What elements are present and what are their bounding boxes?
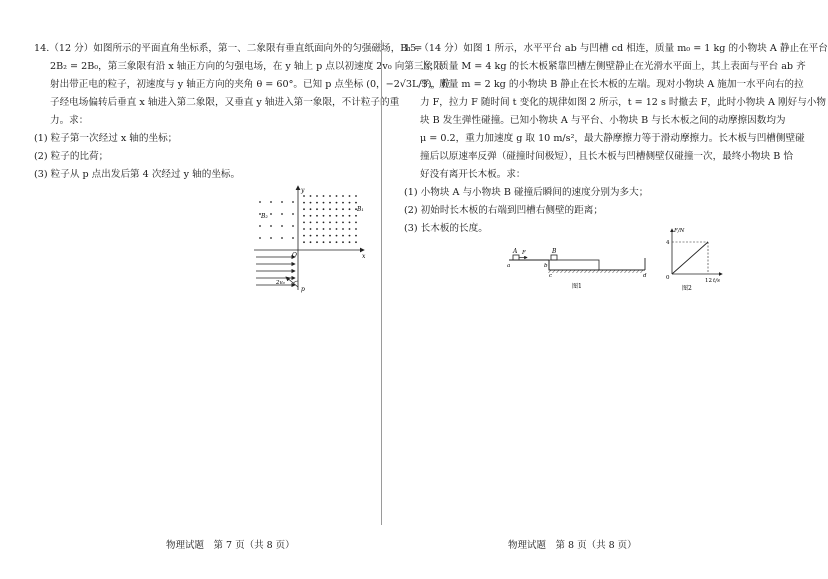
hatch-mark (553, 270, 556, 273)
b1-dot (349, 195, 351, 197)
hatch-mark (605, 270, 608, 273)
b1-dot (336, 222, 338, 224)
hatch-mark (629, 270, 632, 273)
b1-dot (336, 228, 338, 230)
q15-line-1: 15.（14 分）如图 1 所示，水平平台 ab 与凹槽 cd 相连，质量 m₀ = 1 kg 的小物块 A 静止在平台 (404, 43, 828, 54)
q15-line-3: 平，质量 m = 2 kg 的小物块 B 静止在长木板的左端。现对小物块 A 施加一水平向右的拉 (420, 79, 804, 90)
b1-dot (323, 215, 325, 217)
angle-arc (294, 281, 299, 283)
hatch-mark (637, 270, 640, 273)
label-block-b: B (552, 248, 557, 255)
b1-dot (355, 222, 357, 224)
tick-x-12: 12 (705, 278, 712, 284)
b1-dot (329, 215, 331, 217)
label-o: O (292, 252, 297, 259)
b1-dot (316, 228, 318, 230)
b2-dot (270, 225, 272, 227)
label-t-axis: t/s (713, 278, 720, 284)
b1-dot (336, 215, 338, 217)
b1-dot (349, 222, 351, 224)
b1-dot (310, 222, 312, 224)
hatch-mark (573, 270, 576, 273)
b1-dot (329, 202, 331, 204)
b2-dot (292, 237, 294, 239)
q14-sub-3: (3) 粒子从 p 点出发后第 4 次经过 y 轴的坐标。 (34, 169, 241, 180)
label-2v0: 2v₀ (276, 280, 285, 286)
b1-dot (355, 235, 357, 237)
b1-dot (316, 241, 318, 243)
b1-dot (342, 202, 344, 204)
hatch-mark (625, 270, 628, 273)
ground-hatch (549, 270, 644, 273)
hatch-mark (617, 270, 620, 273)
b1-dot (329, 241, 331, 243)
b2-dot (259, 225, 261, 227)
hatch-mark (613, 270, 616, 273)
b1-dot (323, 195, 325, 197)
b1-dot (336, 235, 338, 237)
b2-dot (270, 237, 272, 239)
b1-dot (303, 228, 305, 230)
b1-dot (349, 228, 351, 230)
b1-dot (323, 235, 325, 237)
hatch-mark (609, 270, 612, 273)
b1-dot (349, 241, 351, 243)
block-b (551, 255, 557, 260)
question-15 (404, 40, 828, 238)
b2-dot (281, 225, 283, 227)
b1-dot (355, 195, 357, 197)
b1-dot (303, 215, 305, 217)
q14-sub-2: (2) 粒子的比荷； (34, 151, 109, 162)
b1-dot (349, 202, 351, 204)
q15-line-2: 上，质量 M = 4 kg 的长木板紧靠凹槽左侧壁静止在光滑水平面上，其上表面与平台 ab 齐 (420, 61, 806, 72)
b1-dot (310, 228, 312, 230)
b1-dot (316, 215, 318, 217)
b1-dot (303, 208, 305, 210)
q15-line-6: μ = 0.2，重力加速度 g 取 10 m/s²，最大静摩擦力等于滑动摩擦力。长木板与凹槽侧壁碰 (420, 133, 805, 144)
b1-dot (342, 215, 344, 217)
label-b1: B₁ (357, 206, 364, 213)
b1-dot (342, 228, 344, 230)
fig1-caption: 图1 (572, 283, 582, 290)
label-y: y (301, 187, 305, 194)
b1-dot (310, 235, 312, 237)
hatch-mark (601, 270, 604, 273)
b1-dot (349, 215, 351, 217)
b2-dot (270, 201, 272, 203)
q14-line-4: 子经电场偏转后垂直 x 轴进入第二象限，又垂直 y 轴进入第一象限，不计粒子的重 (50, 97, 400, 108)
b1-dot (336, 241, 338, 243)
b1-dot (303, 222, 305, 224)
b1-field-dots (303, 195, 357, 243)
b2-dot (259, 201, 261, 203)
initial-velocity-arrow (286, 277, 298, 287)
b1-dot (329, 195, 331, 197)
b1-dot (303, 235, 305, 237)
label-point-d: d (643, 273, 647, 279)
label-f-axis: F/N (674, 228, 685, 234)
b2-dot (281, 201, 283, 203)
hatch-mark (557, 270, 560, 273)
b1-dot (342, 222, 344, 224)
hatch-mark (565, 270, 568, 273)
b1-dot (329, 222, 331, 224)
b2-dot (292, 225, 294, 227)
b1-dot (329, 235, 331, 237)
hatch-mark (569, 270, 572, 273)
hatch-mark (597, 270, 600, 273)
label-point-a: a (507, 263, 511, 269)
hatch-mark (589, 270, 592, 273)
b1-dot (336, 202, 338, 204)
long-board (549, 260, 599, 270)
q14-line-3: 射出带正电的粒子，初速度与 y 轴正方向的夹角 θ = 60°。已知 p 点坐标 (0，−2√3L/3)，粒 (50, 79, 451, 90)
b2-dot (281, 213, 283, 215)
footer-page-7: 物理试题 第 7 页（共 8 页） (166, 540, 295, 551)
q15-sub-1: (1) 小物块 A 与小物块 B 碰撞后瞬间的速度分别为多大； (404, 187, 649, 198)
q15-sub-3: (3) 长木板的长度。 (404, 223, 488, 234)
b1-dot (349, 235, 351, 237)
b1-dot (316, 222, 318, 224)
b1-dot (342, 241, 344, 243)
b1-dot (316, 235, 318, 237)
label-force: F (522, 250, 526, 256)
hatch-mark (621, 270, 624, 273)
q14-sub-1: (1) 粒子第一次经过 x 轴的坐标； (34, 133, 178, 144)
b1-dot (316, 195, 318, 197)
b1-dot (355, 202, 357, 204)
b2-dot (270, 213, 272, 215)
block-a (513, 255, 519, 260)
b1-dot (323, 208, 325, 210)
hatch-mark (577, 270, 580, 273)
q15-sub-2: (2) 初始时长木板的右端到凹槽右侧壁的距离； (404, 205, 603, 216)
b1-dot (329, 228, 331, 230)
b1-dot (303, 241, 305, 243)
b1-dot (342, 235, 344, 237)
page-divider (381, 40, 382, 525)
b1-dot (329, 208, 331, 210)
footer-page-8: 物理试题 第 8 页（共 8 页） (508, 540, 637, 551)
q15-line-4: 力 F，拉力 F 随时间 t 变化的规律如图 2 所示，t = 12 s 时撤去 F，此时小物块 A 刚好与小物 (420, 97, 826, 108)
question-14 (34, 40, 451, 184)
tick-y-4: 4 (666, 240, 670, 246)
q14-line-5: 力。求： (50, 115, 89, 126)
b2-dot (292, 201, 294, 203)
hatch-mark (561, 270, 564, 273)
b2-dot (281, 237, 283, 239)
b1-dot (310, 241, 312, 243)
label-p: p (301, 286, 305, 293)
q15-line-5: 块 B 发生弹性碰撞。已知小物块 A 与平台、小物块 B 与长木板之间的动摩擦因数均为 (420, 115, 786, 126)
b1-dot (316, 208, 318, 210)
b1-dot (310, 215, 312, 217)
label-block-a: A (513, 248, 518, 255)
b1-dot (342, 195, 344, 197)
q15-figure-2 (662, 226, 732, 294)
b1-dot (323, 228, 325, 230)
q14-line-1: 14.（12 分）如图所示的平面直角坐标系，第一、二象限有垂直纸面向外的匀强磁场，B₁ = (34, 43, 423, 54)
b1-dot (355, 215, 357, 217)
b1-dot (342, 208, 344, 210)
hatch-mark (585, 270, 588, 273)
q14-line-2: 2B₂ = 2B₀，第三象限有沿 x 轴正方向的匀强电场，在 y 轴上 p 点以初速度 2v₀ 向第三象限 (50, 61, 443, 72)
label-point-c: c (549, 273, 553, 279)
label-x: x (362, 253, 366, 260)
b2-dot (259, 237, 261, 239)
b1-dot (316, 202, 318, 204)
hatch-mark (633, 270, 636, 273)
b1-dot (336, 195, 338, 197)
b1-dot (310, 202, 312, 204)
b1-dot (310, 195, 312, 197)
b1-dot (303, 195, 305, 197)
label-point-b: b (544, 263, 548, 269)
b1-dot (310, 208, 312, 210)
hatch-mark (593, 270, 596, 273)
b1-dot (323, 241, 325, 243)
b2-dot (292, 213, 294, 215)
hatch-mark (581, 270, 584, 273)
fig2-caption: 图2 (682, 285, 692, 292)
b1-dot (323, 202, 325, 204)
tick-origin-0: 0 (666, 275, 670, 281)
q15-figure-1 (505, 244, 655, 294)
q15-line-8: 好没有离开长木板。求： (420, 169, 526, 180)
b1-dot (336, 208, 338, 210)
b2-field-dots (259, 201, 294, 239)
b1-dot (303, 202, 305, 204)
b1-dot (355, 228, 357, 230)
b1-dot (323, 222, 325, 224)
q14-field-figure (250, 184, 370, 296)
q15-line-7: 撞后以原速率反弹（碰撞时间极短），且长木板与凹槽侧壁仅碰撞一次，最终小物块 B 恰 (420, 151, 793, 162)
f-t-line (672, 242, 708, 274)
b1-dot (349, 208, 351, 210)
label-b2: B₂ (261, 213, 268, 220)
b1-dot (355, 241, 357, 243)
